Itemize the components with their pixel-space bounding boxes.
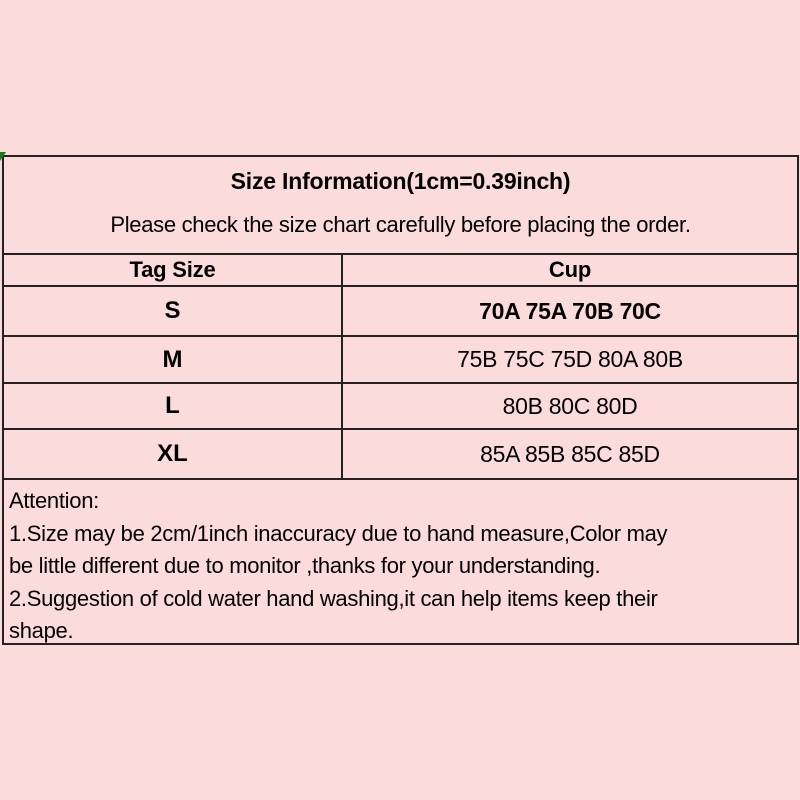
cup-cell: 70A 75A 70B 70C [479, 297, 661, 324]
tag-cell: L [4, 384, 343, 428]
cup-cell: 75B 75C 75D 80A 80B [457, 346, 683, 372]
attention-section [4, 480, 797, 643]
column-header-cup: Cup [548, 257, 592, 282]
table-header-row [4, 255, 797, 287]
page-subtitle: Please check the size chart carefully before placing the order. [110, 212, 691, 237]
attention-line: shape. [9, 618, 74, 643]
cup-cell: 85A 85B 85C 85D [480, 440, 660, 467]
attention-line: 2.Suggestion of cold water hand washing,it can help items keep their [9, 585, 658, 611]
attention-line: 1.Size may be 2cm/1inch inaccuracy due to hand measure,Color may [9, 520, 668, 546]
table-row-m [4, 337, 797, 384]
table-row-l [4, 384, 797, 430]
tag-cell: M [4, 337, 343, 382]
tag-cell: XL [4, 430, 343, 478]
size-info-box [2, 155, 799, 645]
column-header-tag-size: Tag Size [4, 255, 343, 285]
attention-line: be little different due to monitor ,thanks for your understanding. [9, 553, 601, 578]
cup-cell: 80B 80C 80D [502, 392, 638, 419]
tag-cell: S [4, 287, 343, 335]
attention-heading: Attention: [9, 488, 99, 513]
table-row-s [4, 287, 797, 337]
size-info-header [4, 157, 797, 255]
page-title: Size Information(1cm=0.39inch) [230, 168, 571, 194]
table-row-xl [4, 430, 797, 480]
size-table [4, 255, 797, 480]
